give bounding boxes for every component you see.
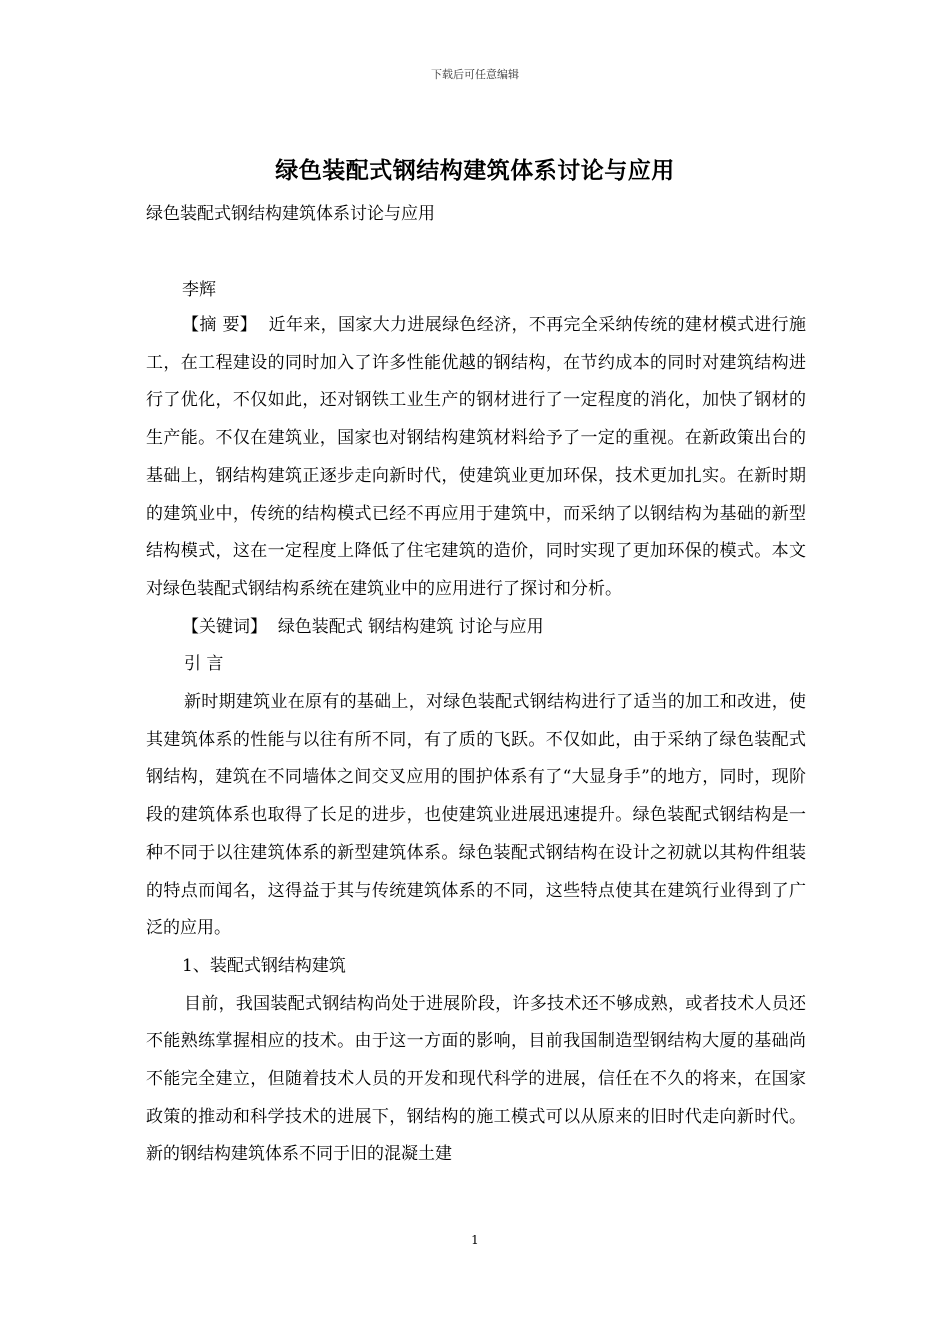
document-title: 绿色装配式钢结构建筑体系讨论与应用 [275,157,675,184]
keywords-paragraph [146,609,806,647]
section1-heading: 1、装配式钢结构建筑 [182,955,346,976]
abstract-text: 近年来，国家大力进展绿色经济，不再完全采纳传统的建材模式进行施工，在工程建设的同时加入了许多性能优越的钢结构，在节约成本的同时对建筑结构进行了优化，不仅如此，还对钢铁工业生产的钢材进行了一定程度的消化，加快了钢材的生产能。不仅在建筑业，国家也对钢结构建筑材料给予了一定的重视。在新政策出台的基础上，钢结构建筑正逐步走向新时代，使建筑业更加环保，技术更加扎实。在新时期的建筑业中，传统的结构模式已经不再应用于建筑中，而采纳了以钢结构为基础的新型结构模式，这在一定程度上降低了住宅建筑的造价，同时实现了更加环保的模式。本文对绿色装配式钢结构系统在建筑业中的应用进行了探讨和分析。 [146,315,807,599]
document-body [146,307,806,1174]
keywords-text: 绿色装配式 钢结构建筑 讨论与应用 [277,616,544,637]
keywords-label: 【关键词】 [182,616,267,637]
page-number: 1 [471,1233,479,1247]
document-subtitle: 绿色装配式钢结构建筑体系讨论与应用 [146,204,435,224]
abstract-paragraph [146,307,806,609]
author-name: 李辉 [182,280,216,300]
section1-paragraph: 目前，我国装配式钢结构尚处于进展阶段，许多技术还不够成熟，或者技术人员还不能熟练掌握相应的技术。由于这一方面的影响，目前我国制造型钢结构大厦的基础尚不能完全建立，但随着技术人员的开发和现代科学的进展，信任在不久的将来，在国家政策的推动和科学技术的进展下，钢结构的施工模式可以从原来的旧时代走向新时代。新的钢结构建筑体系不同于旧的混凝土建 [146,993,806,1165]
abstract-label: 【摘 要】 [182,315,258,335]
intro-paragraph: 新时期建筑业在原有的基础上，对绿色装配式钢结构进行了适当的加工和改进，使其建筑体系的性能与以往有所不同，有了质的飞跃。不仅如此，由于采纳了绿色装配式钢结构，建筑在不同墙体之间交叉应用的围护体系有了“大显身手”的地方，同时，现阶段的建筑体系也取得了长足的进步，也使建筑业进展迅速提升。绿色装配式钢结构是一种不同于以往建筑体系的新型建筑体系。绿色装配式钢结构在设计之初就以其构件组装的特点而闻名，这得益于其与传统建筑体系的不同，这些特点使其在建筑行业得到了广泛的应用。 [146,692,806,939]
intro-heading: 引 言 [184,654,224,675]
page-header: 下载后可任意编辑 [431,68,519,81]
